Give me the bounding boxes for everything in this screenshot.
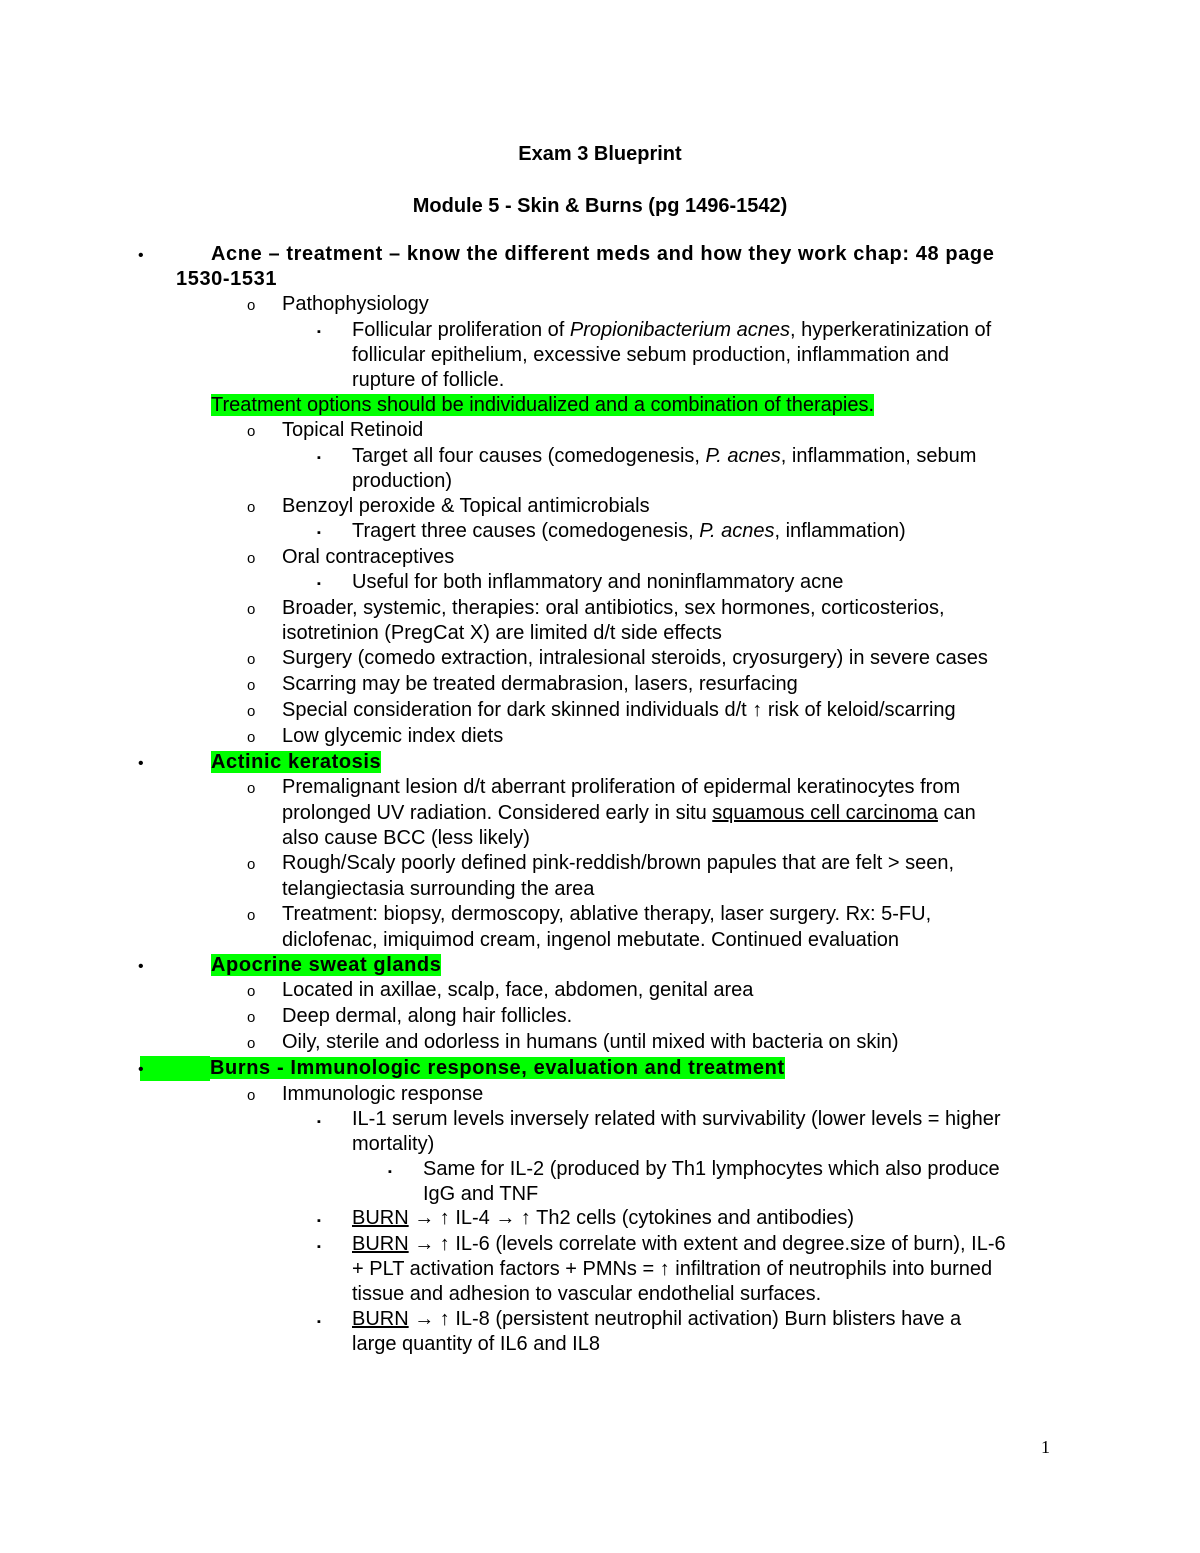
apocrine-heading: Apocrine sweat glands: [211, 954, 442, 976]
circle-marker: o: [247, 856, 256, 873]
acne-broader-therapies-cont: isotretinion (PregCat X) are limited d/t side effects: [282, 622, 722, 644]
treatment-note-highlight: Treatment options should be individualized and a combination of therapies.: [211, 394, 875, 416]
circle-marker: o: [247, 983, 256, 1000]
circle-marker: o: [247, 677, 256, 694]
actinic-heading: Actinic keratosis: [211, 751, 382, 773]
burns-il8-cont: large quantity of IL6 and IL8: [352, 1333, 600, 1355]
circle-marker: o: [247, 499, 256, 516]
page-number: 1: [1041, 1437, 1050, 1457]
actinic-point-cont: telangiectasia surrounding the area: [282, 878, 595, 900]
module-title: Module 5 - Skin & Burns (pg 1496-1542): [412, 195, 788, 217]
retinoid-detail-cont: production): [352, 470, 453, 492]
burns-immunologic-response: Immunologic response: [282, 1083, 484, 1105]
document-title: Exam 3 Blueprint: [518, 143, 682, 165]
benzoyl-detail: Tragert three causes (comedogenesis, P. acnes, inflammation): [352, 520, 906, 542]
acne-patho-detail-cont: rupture of follicle.: [352, 369, 505, 391]
burns-heading: Burns - Immunologic response, evaluation and treatment: [210, 1057, 785, 1079]
acne-heading: Acne – treatment – know the different meds and how they work chap: 48 page: [211, 243, 995, 265]
circle-marker: o: [247, 550, 256, 567]
actinic-point-cont: also cause BCC (less likely): [282, 827, 530, 849]
acne-patho-detail-cont: follicular epithelium, excessive sebum production, inflammation and: [352, 344, 949, 366]
burns-il2: Same for IL-2 (produced by Th1 lymphocytes which also produce: [423, 1158, 1000, 1180]
circle-marker: o: [247, 780, 256, 797]
circle-marker: o: [247, 651, 256, 668]
square-marker: ▪: [317, 578, 321, 590]
burns-il4: BURN → ↑ IL-4 → ↑ Th2 cells (cytokines and antibodies): [352, 1207, 855, 1229]
burns-highlight-lead: [140, 1056, 210, 1081]
square-marker: ▪: [317, 1116, 321, 1128]
circle-marker: o: [247, 297, 256, 314]
burns-il8: BURN → ↑ IL-8 (persistent neutrophil activation) Burn blisters have a: [352, 1308, 962, 1330]
acne-surgery: Surgery (comedo extraction, intralesional steroids, cryosurgery) in severe cases: [282, 647, 988, 669]
burns-il6: BURN → ↑ IL-6 (levels correlate with extent and degree.size of burn), IL-6: [352, 1233, 1006, 1255]
square-marker: ▪: [317, 1241, 321, 1253]
bullet-marker: •: [138, 755, 144, 772]
circle-marker: o: [247, 729, 256, 746]
square-marker: ▪: [388, 1166, 392, 1178]
acne-scarring: Scarring may be treated dermabrasion, lasers, resurfacing: [282, 673, 798, 695]
acne-special-consideration: Special consideration for dark skinned individuals d/t ↑ risk of keloid/scarring: [282, 699, 956, 721]
apocrine-point: Deep dermal, along hair follicles.: [282, 1005, 573, 1027]
acne-diet: Low glycemic index diets: [282, 725, 504, 747]
actinic-point: Premalignant lesion d/t aberrant proliferation of epidermal keratinocytes from: [282, 776, 961, 798]
bullet-marker: •: [138, 1061, 144, 1078]
bullet-marker: •: [138, 247, 144, 264]
actinic-point: Treatment: biopsy, dermoscopy, ablative therapy, laser surgery. Rx: 5-FU,: [282, 903, 932, 925]
burns-il6-cont: + PLT activation factors + PMNs = ↑ infiltration of neutrophils into burned: [352, 1258, 993, 1280]
square-marker: ▪: [317, 452, 321, 464]
actinic-point-cont: diclofenac, imiquimod cream, ingenol mebutate. Continued evaluation: [282, 929, 900, 951]
burns-il1-cont: mortality): [352, 1133, 435, 1155]
acne-broader-therapies: Broader, systemic, therapies: oral antibiotics, sex hormones, corticosterios,: [282, 597, 945, 619]
acne-pathophysiology: Pathophysiology: [282, 293, 429, 315]
square-marker: ▪: [317, 1316, 321, 1328]
acne-topical-retinoid: Topical Retinoid: [282, 419, 424, 441]
apocrine-point: Located in axillae, scalp, face, abdomen, genital area: [282, 979, 754, 1001]
square-marker: ▪: [317, 1215, 321, 1227]
square-marker: ▪: [317, 326, 321, 338]
apocrine-point: Oily, sterile and odorless in humans (until mixed with bacteria on skin): [282, 1031, 899, 1053]
bullet-marker: •: [138, 958, 144, 975]
burns-il2-cont: IgG and TNF: [423, 1183, 539, 1205]
acne-heading-cont: 1530-1531: [176, 268, 278, 290]
circle-marker: o: [247, 601, 256, 618]
circle-marker: o: [247, 1035, 256, 1052]
circle-marker: o: [247, 1087, 256, 1104]
retinoid-detail: Target all four causes (comedogenesis, P. acnes, inflammation, sebum: [352, 445, 977, 467]
circle-marker: o: [247, 423, 256, 440]
circle-marker: o: [247, 703, 256, 720]
circle-marker: o: [247, 1009, 256, 1026]
acne-oral-contraceptives: Oral contraceptives: [282, 546, 455, 568]
burns-il6-cont: tissue and adhesion to vascular endothelial surfaces.: [352, 1283, 822, 1305]
square-marker: ▪: [317, 527, 321, 539]
acne-patho-detail: Follicular proliferation of Propionibacterium acnes, hyperkeratinization of: [352, 319, 992, 341]
circle-marker: o: [247, 907, 256, 924]
burns-il1: IL-1 serum levels inversely related with survivability (lower levels = higher: [352, 1108, 1001, 1130]
actinic-point: Rough/Scaly poorly defined pink-reddish/brown papules that are felt > seen,: [282, 852, 955, 874]
actinic-point-cont: prolonged UV radiation. Considered early in situ squamous cell carcinoma can: [282, 802, 976, 824]
oral-detail: Useful for both inflammatory and noninflammatory acne: [352, 571, 844, 593]
acne-benzoyl: Benzoyl peroxide & Topical antimicrobials: [282, 495, 650, 517]
